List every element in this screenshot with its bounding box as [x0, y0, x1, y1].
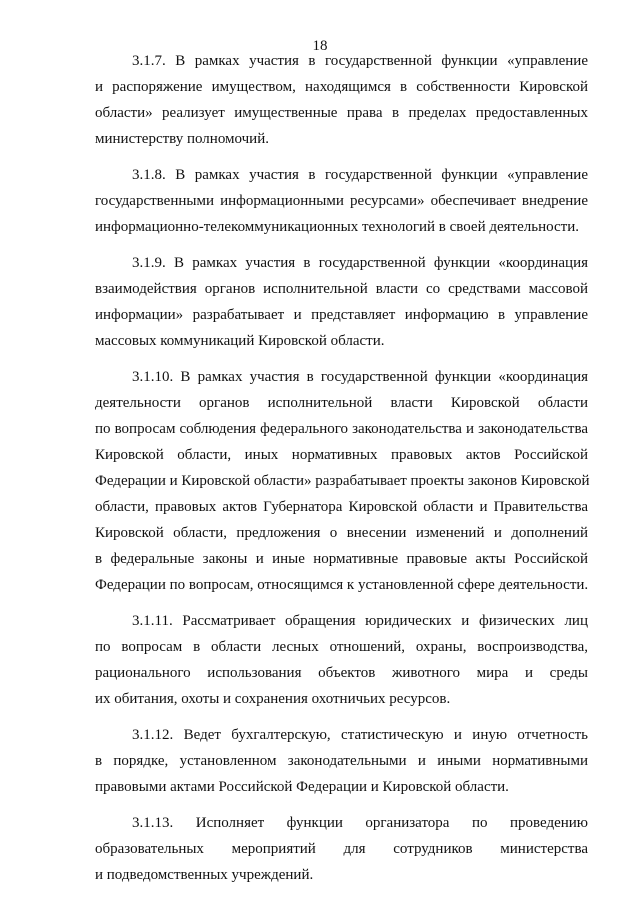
- text-line: их обитания, охоты и сохранения охотничьих ресурсов.: [95, 691, 451, 707]
- document-body: [95, 48, 588, 898]
- text-line: информации» разрабатывает и представляет информацию в управление: [95, 307, 588, 323]
- text-line: 3.1.13. Исполняет функции организатора по проведению: [132, 815, 588, 831]
- text-line: взаимодействия органов исполнительной власти со средствами массовой: [95, 281, 588, 297]
- text-line: области, правовых актов Губернатора Кировской области и Правительства: [95, 499, 588, 515]
- text-line: образовательных мероприятий для сотрудников министерства: [95, 841, 588, 857]
- page-number: 18: [312, 38, 328, 54]
- text-line: Кировской области, предложения о внесении изменений и дополнений: [95, 525, 588, 541]
- text-line: Федерации и Кировской области» разрабатывает проекты законов Кировской: [95, 473, 590, 489]
- text-line: по вопросам в области лесных отношений, охраны, воспроизводства,: [95, 639, 588, 655]
- text-line: правовыми актами Российской Федерации и Кировской области.: [95, 779, 509, 795]
- paragraph-3-1-7: [95, 48, 588, 152]
- text-line: области» реализует имущественные права в пределах предоставленных: [95, 105, 588, 121]
- text-line: деятельности органов исполнительной власти Кировской области: [95, 395, 588, 411]
- text-line: информационно-телекоммуникационных технологий в своей деятельности.: [95, 219, 579, 235]
- paragraph-3-1-9: [95, 250, 588, 354]
- paragraph-3-1-11: [95, 608, 588, 712]
- paragraph-3-1-8: [95, 162, 588, 240]
- paragraph-3-1-13: [95, 810, 588, 888]
- text-line: и распоряжение имуществом, находящимся в собственности Кировской: [95, 79, 588, 95]
- text-line: Федерации по вопросам, относящимся к установленной сфере деятельности.: [95, 577, 589, 593]
- text-line: массовых коммуникаций Кировской области.: [95, 333, 385, 349]
- text-line: по вопросам соблюдения федерального законодательства и законодательства: [95, 421, 588, 437]
- text-line: в порядке, установленном законодательными и иными нормативными: [95, 753, 588, 769]
- text-line: 3.1.12. Ведет бухгалтерскую, статистическую и иную отчетность: [132, 727, 588, 743]
- text-line: 3.1.9. В рамках участия в государственной функции «координация: [132, 255, 588, 271]
- paragraph-3-1-12: [95, 722, 588, 800]
- text-line: Кировской области, иных нормативных правовых актов Российской: [95, 447, 588, 463]
- text-line: государственными информационными ресурсами» обеспечивает внедрение: [95, 193, 588, 209]
- text-line: рационального использования объектов животного мира и среды: [95, 665, 588, 681]
- text-line: и подведомственных учреждений.: [95, 867, 314, 883]
- text-line: 3.1.10. В рамках участия в государственной функции «координация: [132, 369, 588, 385]
- paragraph-3-1-10: [95, 364, 588, 598]
- text-line: министерству полномочий.: [95, 131, 269, 147]
- text-line: 3.1.8. В рамках участия в государственной функции «управление: [132, 167, 588, 183]
- text-line: 3.1.7. В рамках участия в государственной функции «управление: [132, 53, 588, 69]
- text-line: в федеральные законы и иные нормативные правовые акты Российской: [95, 551, 588, 567]
- text-line: 3.1.11. Рассматривает обращения юридических и физических лиц: [132, 613, 588, 629]
